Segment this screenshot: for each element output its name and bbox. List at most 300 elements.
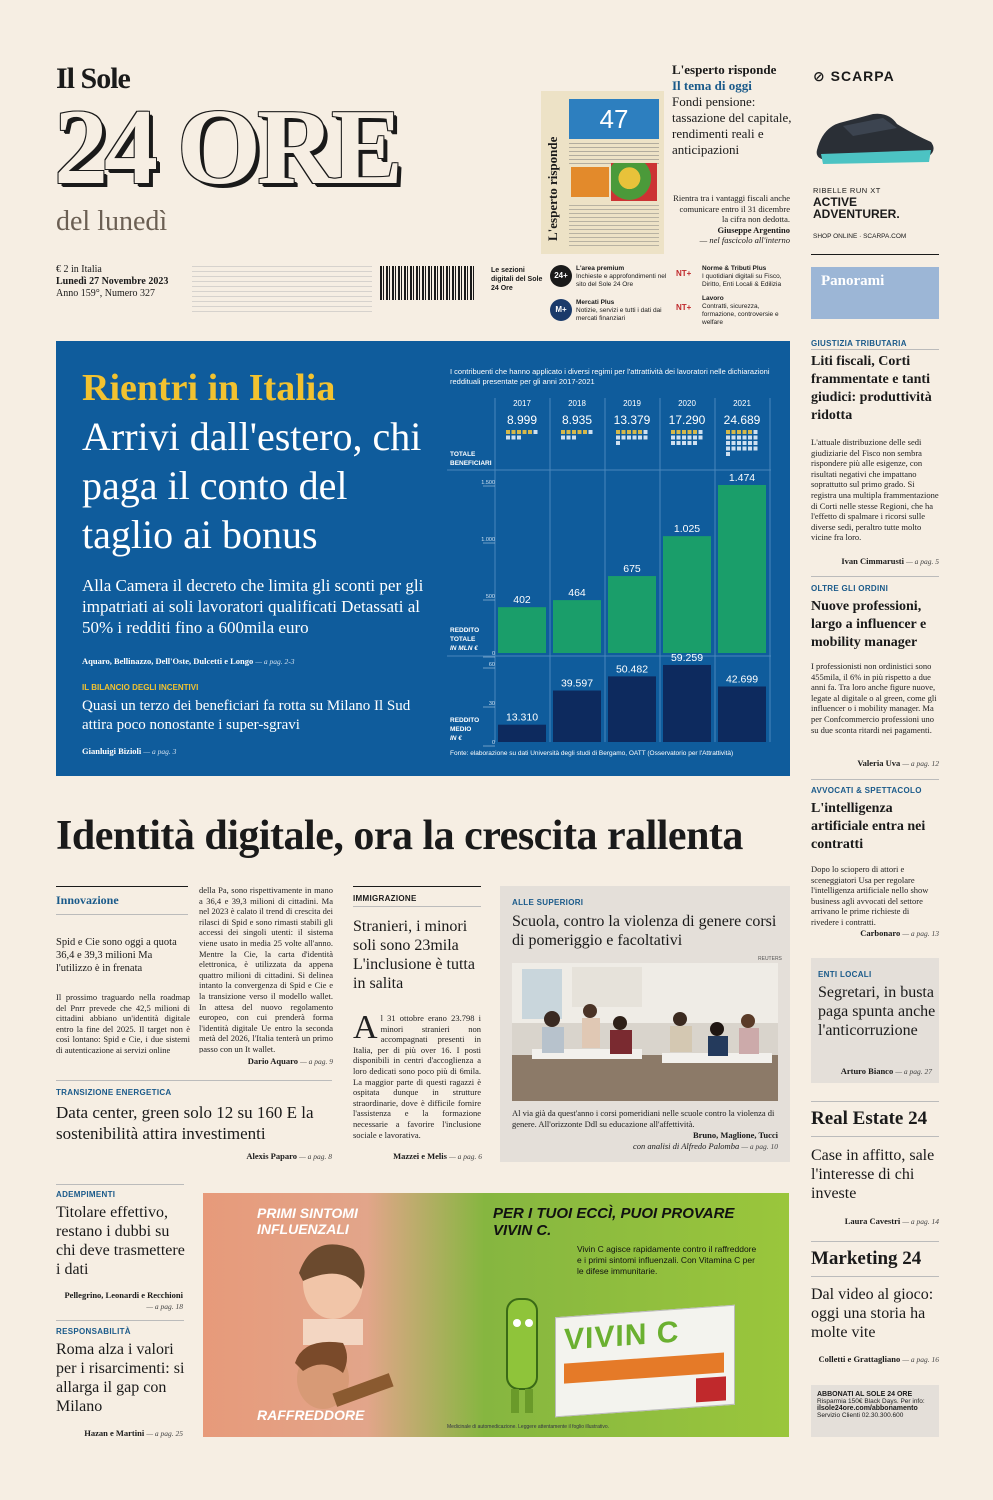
chart-beneficiari-square	[743, 447, 747, 451]
avvocati-body: Dopo lo sciopero di attori e sceneggiatori Usa per regolare l'intelligenza artificiale nello show business agli avvocati del settore arrivano le prime richieste di rivedere i contratti.	[811, 864, 929, 927]
chart-beneficiari-square	[616, 447, 620, 451]
chart-beneficiari-square	[732, 452, 736, 456]
chart-year-label: 2017	[513, 399, 531, 408]
chart-beneficiari-square	[633, 430, 637, 434]
chart-medio-label: 42.699	[725, 673, 759, 686]
chart-beneficiari-square	[754, 441, 758, 445]
chart-beneficiari-square	[726, 436, 730, 440]
esperto-tema: Il tema di oggi	[672, 78, 752, 93]
chart-beneficiari-square	[616, 452, 620, 456]
innovazione-label: Innovazione	[56, 893, 119, 907]
responsabilita-byline: Hazan e Martini — a pag. 25	[84, 1428, 183, 1438]
giustizia-title[interactable]: Liti fiscali, Corti frammentate e tanti giudici: produttività ridotta	[811, 354, 932, 423]
chart-beneficiari-square	[561, 436, 565, 440]
chart-beneficiari-square	[677, 447, 681, 451]
chart-beneficiari-square	[517, 447, 521, 451]
chart-beneficiari-square	[627, 441, 631, 445]
chart-beneficiari-square	[699, 436, 703, 440]
immigrazione-byline: Mazzei e Melis — a pag. 6	[393, 1151, 482, 1161]
chart-totale-bar	[498, 607, 546, 653]
chart-beneficiari-square	[644, 436, 648, 440]
rule	[811, 349, 939, 350]
esperto-blurb: Rientra tra i vantaggi fiscali anche comunicare entro il 31 dicembre la cifra non dedotta.	[673, 193, 790, 224]
chart-beneficiari-square	[644, 430, 648, 434]
main-headline[interactable]: Identità digitale, ora la crescita rallenta	[56, 813, 743, 859]
chart-totale-tick: 0	[491, 651, 495, 657]
chart-beneficiari-square	[638, 452, 642, 456]
chart-beneficiari-square	[726, 430, 730, 434]
chart-beneficiari-square	[754, 430, 758, 434]
chart-beneficiari-square	[561, 447, 565, 451]
giustizia-byline: Ivan Cimmarusti — a pag. 5	[841, 556, 939, 566]
rule	[56, 1320, 184, 1321]
hero-kicker2: IL BILANCIO DEGLI INCENTIVI	[82, 683, 199, 692]
chart-totale-tick: 1.500	[481, 480, 495, 486]
chart-beneficiari-square	[616, 436, 620, 440]
ntplus-icon: NT+	[676, 269, 692, 278]
chart-beneficiari-square	[578, 447, 582, 451]
chart-beneficiari-square	[627, 436, 631, 440]
chart-beneficiari-square	[627, 430, 631, 434]
chart-beneficiari-square	[627, 452, 631, 456]
chart-medio-bar	[498, 725, 546, 742]
issue-info	[56, 264, 168, 300]
chart-beneficiari-square	[693, 436, 697, 440]
chart-beneficiari-square	[523, 436, 527, 440]
chart-medio-bar	[718, 686, 766, 742]
chart-beneficiari-square	[693, 441, 697, 445]
chart-totale-tick: 500	[485, 594, 495, 600]
chart-beneficiari-square	[567, 452, 571, 456]
chart-beneficiari-square	[737, 441, 741, 445]
chart-medio-label: 13.310	[505, 711, 539, 724]
chart-beneficiari-square	[682, 447, 686, 451]
chart-medio-bar	[553, 691, 601, 742]
chart-beneficiari-label: 17.290	[668, 413, 706, 427]
rule	[811, 576, 939, 577]
chart-beneficiari-square	[638, 436, 642, 440]
innovazione-byline: Dario Aquaro — a pag. 9	[247, 1056, 333, 1066]
chart-beneficiari-square	[693, 430, 697, 434]
chart-beneficiari-square	[699, 430, 703, 434]
section-item-premium[interactable]: L'area premium Inchieste e approfondimenti nel sito del Sole 24 Ore	[576, 265, 667, 288]
giustizia-kicker: GIUSTIZIA TRIBUTARIA	[811, 339, 907, 348]
chart-label-totale: REDDITO	[450, 627, 480, 634]
scarpa-logo-icon: ⊘	[813, 68, 831, 84]
chart-beneficiari-square	[583, 452, 587, 456]
esperto-cover[interactable]	[541, 91, 664, 254]
chart-totale-bar	[553, 600, 601, 653]
chart-beneficiari-square	[572, 430, 576, 434]
chart-beneficiari-square	[589, 447, 593, 451]
chart-beneficiari-square	[671, 436, 675, 440]
section-item-lavoro[interactable]: Lavoro Contratti, sicurezza, formazione, controversie e welfare	[702, 295, 779, 326]
responsabilita-title[interactable]: Roma alza i valori per i risarcimenti: si allarga il gap con Milano	[56, 1341, 185, 1415]
chart-year-label: 2021	[733, 399, 751, 408]
esperto-blurb-block	[672, 193, 790, 246]
chart-beneficiari-square	[677, 430, 681, 434]
chart-beneficiari-square	[512, 436, 516, 440]
chart-beneficiari-square	[693, 452, 697, 456]
chart-beneficiari-label: 13.379	[613, 413, 651, 427]
chart-beneficiari-square	[561, 430, 565, 434]
chart-beneficiari-square	[517, 436, 521, 440]
realestate-label: Real Estate 24	[811, 1108, 928, 1129]
masthead-line1: Il Sole	[56, 62, 130, 95]
superiori-title[interactable]: Scuola, contro la violenza di genere corsi di pomeriggio e facoltativi	[512, 913, 777, 949]
abbonati-title: ABBONATI AL SOLE 24 ORE	[817, 1391, 913, 1398]
rule	[56, 1184, 184, 1185]
masthead-line3: del lunedì	[56, 206, 168, 237]
chart-beneficiari-square	[748, 430, 752, 434]
chart-beneficiari-square	[567, 447, 571, 451]
energia-byline: Alexis Paparo — a pag. 8	[246, 1151, 332, 1161]
chart-beneficiari-square	[627, 447, 631, 451]
scarpa-model: RIBELLE RUN XT	[813, 186, 881, 195]
cover-text-lines	[569, 205, 659, 249]
barcode	[380, 266, 476, 300]
sections-label: Le sezioni digitali del Sole 24 Ore	[491, 267, 543, 292]
esperto-author: Giuseppe Argentino	[717, 224, 790, 235]
chart-beneficiari-square	[754, 452, 758, 456]
superiori-kicker: ALLE SUPERIORI	[512, 898, 584, 907]
chart-beneficiari-square	[638, 441, 642, 445]
chart-label-totale: IN MLN €	[450, 645, 478, 652]
adempimenti-title[interactable]: Titolare effettivo, restano i dubbi su chi deve trasmettere i dati	[56, 1204, 185, 1278]
chart-beneficiari-square	[578, 441, 582, 445]
chart-beneficiari-square	[737, 452, 741, 456]
chart-beneficiari-square	[589, 452, 593, 456]
chart-beneficiari-square	[682, 441, 686, 445]
chart-medio-bar	[608, 676, 656, 742]
chart-beneficiari-square	[572, 452, 576, 456]
chart-beneficiari-square	[528, 447, 532, 451]
chart-beneficiari-square	[512, 441, 516, 445]
section-item-mercati[interactable]: Mercati Plus Notizie, servizi e tutti i dati dai mercati finanziari	[576, 299, 662, 322]
chart-totale-label: 1.025	[673, 523, 701, 536]
chart-beneficiari-square	[528, 441, 532, 445]
sections-grid	[550, 265, 800, 326]
chart-beneficiari-square	[534, 430, 538, 434]
ad-brand: VIVIN C	[564, 1315, 680, 1357]
esperto-text: Fondi pensione: tassazione del capitale, rendimenti reali e anticipazioni	[672, 94, 792, 157]
chart-beneficiari-square	[512, 452, 516, 456]
chart	[447, 392, 777, 762]
chart-label-beneficiari: TOTALE	[450, 451, 476, 458]
chart-beneficiari-label: 8.999	[506, 413, 538, 427]
rule	[353, 906, 481, 907]
cover-text-lines	[569, 143, 659, 165]
chart-beneficiari-square	[572, 441, 576, 445]
realestate-title[interactable]: Case in affitto, sale l'interesse di chi investe	[811, 1147, 935, 1202]
innovazione-body-top	[199, 885, 333, 1053]
chart-beneficiari-square	[517, 430, 521, 434]
chart-beneficiari-square	[699, 452, 703, 456]
chart-beneficiari-square	[732, 447, 736, 451]
chart-beneficiari-square	[622, 441, 626, 445]
marketing-title[interactable]: Dal video al gioco: oggi una storia ha molte vite	[811, 1286, 934, 1341]
chart-beneficiari-square	[523, 452, 527, 456]
chart-beneficiari-square	[578, 452, 582, 456]
chart-beneficiari-square	[517, 452, 521, 456]
chart-medio-tick: 60	[488, 662, 495, 668]
responsabilita-kicker: RESPONSABILITÀ	[56, 1327, 131, 1336]
chart-beneficiari-square	[572, 447, 576, 451]
scarpa-ad[interactable]	[811, 62, 939, 242]
abbonati-box[interactable]	[811, 1385, 939, 1437]
vivin-box	[555, 1305, 735, 1418]
realestate-byline: Laura Cavestri — a pag. 14	[844, 1216, 939, 1226]
ad-people-illustration	[243, 1233, 413, 1413]
chart-beneficiari-square	[512, 447, 516, 451]
chart-beneficiari-square	[583, 441, 587, 445]
chart-year-label: 2020	[678, 399, 696, 408]
chart-year-label: 2019	[623, 399, 641, 408]
hero-subtitle2[interactable]: Quasi un terzo dei beneficiari fa rotta su Milano Il Sud attira poco nonostante i super-sgravi	[82, 698, 411, 733]
chart-beneficiari-square	[748, 436, 752, 440]
enti-byline: Arturo Bianco — a pag. 27	[840, 1066, 932, 1076]
masthead-logo: 24 ORE	[54, 88, 400, 207]
chart-beneficiari-square	[512, 430, 516, 434]
chart-beneficiari-square	[622, 452, 626, 456]
chart-beneficiari-square	[688, 452, 692, 456]
chart-beneficiari-square	[638, 430, 642, 434]
chart-beneficiari-square	[567, 430, 571, 434]
chart-totale-bar	[663, 536, 711, 653]
enti-title[interactable]: Segretari, in busta paga spunta anche l'anticorruzione	[818, 984, 936, 1039]
chart-beneficiari-square	[726, 441, 730, 445]
chart-totale-bar	[718, 485, 766, 653]
chart-beneficiari-square	[754, 447, 758, 451]
chart-beneficiari-square	[633, 447, 637, 451]
chart-beneficiari-square	[517, 441, 521, 445]
chart-label-medio: MEDIO	[450, 726, 472, 733]
chart-beneficiari-square	[644, 447, 648, 451]
chart-beneficiari-square	[699, 447, 703, 451]
chart-beneficiari-square	[622, 430, 626, 434]
chart-beneficiari-square	[633, 452, 637, 456]
chart-beneficiari-square	[506, 441, 510, 445]
chart-beneficiari-square	[748, 447, 752, 451]
chart-beneficiari-square	[693, 447, 697, 451]
esperto-cover-number: 47	[569, 99, 659, 139]
rule	[56, 1080, 332, 1081]
rule	[811, 1241, 939, 1242]
price: € 2 in Italia	[56, 264, 102, 275]
chart-beneficiari-square	[633, 441, 637, 445]
chart-beneficiari-square	[589, 441, 593, 445]
issue-year: Anno 159°, Numero 327	[56, 288, 155, 299]
chart-beneficiari-square	[688, 430, 692, 434]
chart-beneficiari-square	[699, 441, 703, 445]
hero-title[interactable]: Arrivi dall'estero, chi paga il conto del taglio ai bonus	[82, 414, 422, 557]
section-item-norme[interactable]: Norme & Tributi Plus I quotidiani digitali su Fisco, Diritto, Enti Locali & Edilizia	[702, 265, 782, 288]
ordini-body: I professionisti non ordinistici sono 455mila, il 6% in più rispetto a due anni fa. Tra loro anche figure nuove, legate al digitale o al green, come gli influencer o i mobility manager. Ma per Confcommercio professioni uno su due sconta ritardi nei pagamenti.	[811, 661, 937, 735]
energia-title[interactable]: Data center, green solo 12 su 160 E la sostenibilità attira investimenti	[56, 1103, 314, 1143]
chart-beneficiari-square	[534, 441, 538, 445]
chart-beneficiari-square	[506, 436, 510, 440]
chart-medio-tick: 0	[491, 740, 495, 746]
chart-beneficiari-square	[732, 436, 736, 440]
chart-beneficiari-square	[638, 447, 642, 451]
chart-beneficiari-square	[644, 441, 648, 445]
superiori-caption: Al via già da quest'anno i corsi pomeridiani nelle scuole contro la violenza di genere. All'orizzonte Ddl su educazione all'affettività.	[512, 1108, 775, 1129]
cover-box-orange	[571, 167, 609, 197]
chart-beneficiari-square	[506, 452, 510, 456]
chart-beneficiari-square	[534, 447, 538, 451]
chart-label-medio: IN €	[450, 735, 462, 742]
chart-beneficiari-square	[561, 452, 565, 456]
chart-totale-label: 675	[623, 563, 641, 576]
chart-beneficiari-square	[572, 436, 576, 440]
chart-beneficiari-square	[682, 452, 686, 456]
chart-totale-label: 402	[513, 594, 531, 607]
ad-headline: PER I TUOI ECCÌ, PUOI PROVARE VIVIN C.	[493, 1205, 735, 1239]
scarpa-shop: SHOP ONLINE · SCARPA.COM	[813, 233, 907, 240]
chart-beneficiari-square	[534, 452, 538, 456]
chart-beneficiari-square	[567, 441, 571, 445]
innovazione-sub: Spid e Cie sono oggi a quota 36,4 e 39,3 milioni Ma l'utilizzo è in frenata	[56, 937, 177, 974]
chart-label-medio: REDDITO	[450, 717, 480, 724]
chart-beneficiari-square	[622, 447, 626, 451]
esperto-cover-label: L'esperto risponde	[545, 136, 560, 241]
chart-beneficiari-square	[688, 441, 692, 445]
panorami-header: Panorami	[811, 267, 939, 319]
rule	[56, 914, 188, 915]
marketing-label: Marketing 24	[811, 1248, 922, 1269]
chart-beneficiari-square	[561, 441, 565, 445]
chart-beneficiari-square	[688, 436, 692, 440]
chart-beneficiari-square	[737, 436, 741, 440]
chart-beneficiari-square	[523, 447, 527, 451]
vivin-ad[interactable]	[203, 1193, 789, 1437]
ad-left-bottom: RAFFREDDORE	[257, 1407, 365, 1423]
issue-date: Lunedì 27 Novembre 2023	[56, 276, 169, 287]
chart-beneficiari-square	[743, 436, 747, 440]
chart-medio-tick: 30	[488, 701, 495, 707]
ad-fineprint: Medicinale di automedicazione. Leggere attentamente il foglio illustrativo.	[447, 1424, 610, 1430]
chart-beneficiari-square	[523, 430, 527, 434]
chart-beneficiari-square	[528, 430, 532, 434]
chart-beneficiari-square	[726, 447, 730, 451]
chart-beneficiari-square	[506, 447, 510, 451]
chart-beneficiari-square	[583, 430, 587, 434]
chart-beneficiari-square	[688, 447, 692, 451]
rule	[811, 1101, 939, 1102]
chart-beneficiari-square	[578, 430, 582, 434]
cover-illustration	[611, 163, 657, 201]
rule	[811, 779, 939, 780]
drop-cap: A	[353, 1009, 378, 1046]
chart-beneficiari-square	[743, 452, 747, 456]
rule	[353, 886, 481, 887]
adempimenti-kicker: ADEMPIMENTI	[56, 1190, 116, 1199]
abbonati-phone: Servizio Clienti 02.30.300.600	[817, 1412, 904, 1419]
chart-beneficiari-square	[732, 430, 736, 434]
chart-beneficiari-square	[589, 436, 593, 440]
ad-text: Vivin C agisce rapidamente contro il raffreddore e i primi sintomi influenzali. Con Vitamina C per le difese immunitarie.	[577, 1244, 757, 1276]
scarpa-brand: ⊘ SCARPA	[813, 68, 895, 84]
ordini-title[interactable]: Nuove professioni, largo a influencer e mobility manager	[811, 599, 927, 650]
ordini-byline: Valeria Uva — a pag. 12	[857, 758, 939, 768]
ntplus-lavoro-icon: NT+	[676, 303, 692, 312]
fineprint-block	[192, 266, 372, 316]
chart-beneficiari-square	[644, 452, 648, 456]
chart-beneficiari-square	[677, 452, 681, 456]
chart-totale-label: 464	[568, 587, 586, 600]
immigrazione-kicker: IMMIGRAZIONE	[353, 894, 417, 903]
chart-label-beneficiari: BENEFICIARI	[450, 460, 492, 467]
rule	[811, 1136, 939, 1137]
esperto-title: L'esperto risponde	[672, 62, 777, 77]
chart-beneficiari-square	[737, 447, 741, 451]
hero-kicker: Rientri in Italia	[82, 367, 336, 409]
chart-beneficiari-square	[589, 430, 593, 434]
hero-subtitle: Alla Camera il decreto che limita gli sconti per gli impatriati ai soli lavoratori qualificati Detassati al 50% i redditi fino a 600mila euro	[82, 576, 424, 637]
chart-beneficiari-square	[743, 441, 747, 445]
chart-medio-label: 39.597	[560, 677, 594, 690]
chart-beneficiari-square	[616, 441, 620, 445]
chart-year-label: 2018	[568, 399, 586, 408]
rule	[811, 254, 939, 255]
chart-beneficiari-label: 24.689	[723, 413, 761, 427]
chart-beneficiari-square	[732, 441, 736, 445]
marketing-byline: Colletti e Grattagliano — a pag. 16	[818, 1354, 939, 1364]
chart-totale-bar	[608, 576, 656, 653]
chart-beneficiari-square	[748, 441, 752, 445]
chart-beneficiari-square	[506, 430, 510, 434]
chart-label-totale: TOTALE	[450, 636, 476, 643]
chart-medio-label: 50.482	[615, 663, 649, 676]
enti-kicker: ENTI LOCALI	[818, 970, 872, 979]
immigrazione-text: l 31 ottobre erano 23.798 i minori stranieri non accompagnati presenti in Italia, per di più over 16. I posti disponibili in centri d'accoglienza a loro dedicati sono poco più di 6mila. La maggior parte di questi ragazzi è ospitata dunque in strutture straordinarie, dove è difficile fornire l'assistenza e la formazione necessarie a favorire l'inclusione sociale e lavorativa.	[353, 1013, 481, 1140]
immigrazione-body	[353, 1009, 481, 1140]
chart-medio-bar	[663, 665, 711, 742]
chart-beneficiari-square	[622, 436, 626, 440]
mercati-icon: M+	[550, 299, 572, 321]
premium-icon: 24+	[550, 265, 572, 287]
adempimenti-byline: Pellegrino, Leonardi e Recchioni — a pag. 18	[64, 1290, 183, 1311]
chart-beneficiari-square	[743, 430, 747, 434]
chart-beneficiari-square	[754, 436, 758, 440]
innovazione-body: Il prossimo traguardo nella roadmap del Pnrr prevede che 42,5 milioni di cittadini abbiano un'identità digitale entro la fine del 2025. Il target non è così lontano: Spid e Cie, i due sistemi di autenticazione ai servizi online	[56, 992, 190, 1055]
chart-beneficiari-square	[583, 436, 587, 440]
chart-beneficiari-square	[737, 430, 741, 434]
chart-beneficiari-square	[528, 452, 532, 456]
classroom-photo	[512, 963, 778, 1101]
hero-authors: Aquaro, Bellinazzo, Dell'Oste, Dulcetti e Longo — a pag. 2-3	[82, 656, 295, 666]
abbonati-line1: Risparmia 150€ Black Days. Per info:	[817, 1398, 925, 1405]
mascot-icon	[493, 1289, 553, 1419]
rule	[56, 886, 188, 887]
photo-credit: REUTERS	[758, 956, 782, 962]
immigrazione-title[interactable]: Stranieri, i minori soli sono 23mila L'inclusione è tutta in salita	[353, 918, 475, 992]
avvocati-title[interactable]: L'intelligenza artificiale entra nei contratti	[811, 801, 926, 852]
chart-beneficiari-square	[682, 430, 686, 434]
shoe-icon	[813, 106, 937, 170]
esperto-teaser[interactable]	[672, 62, 792, 158]
energia-kicker: TRANSIZIONE ENERGETICA	[56, 1088, 172, 1097]
chart-beneficiari-square	[677, 441, 681, 445]
esperto-ref: — nel fascicolo all'interno	[699, 235, 790, 245]
chart-beneficiari-square	[726, 452, 730, 456]
ordini-kicker: OLTRE GLI ORDINI	[811, 584, 889, 593]
chart-beneficiari-square	[616, 430, 620, 434]
avvocati-byline: Carbonaro — a pag. 13	[860, 928, 939, 938]
rule	[811, 1276, 939, 1277]
abbonati-link[interactable]: ilsole24ore.com/abbonamento	[817, 1405, 918, 1412]
chart-beneficiari-square	[682, 436, 686, 440]
